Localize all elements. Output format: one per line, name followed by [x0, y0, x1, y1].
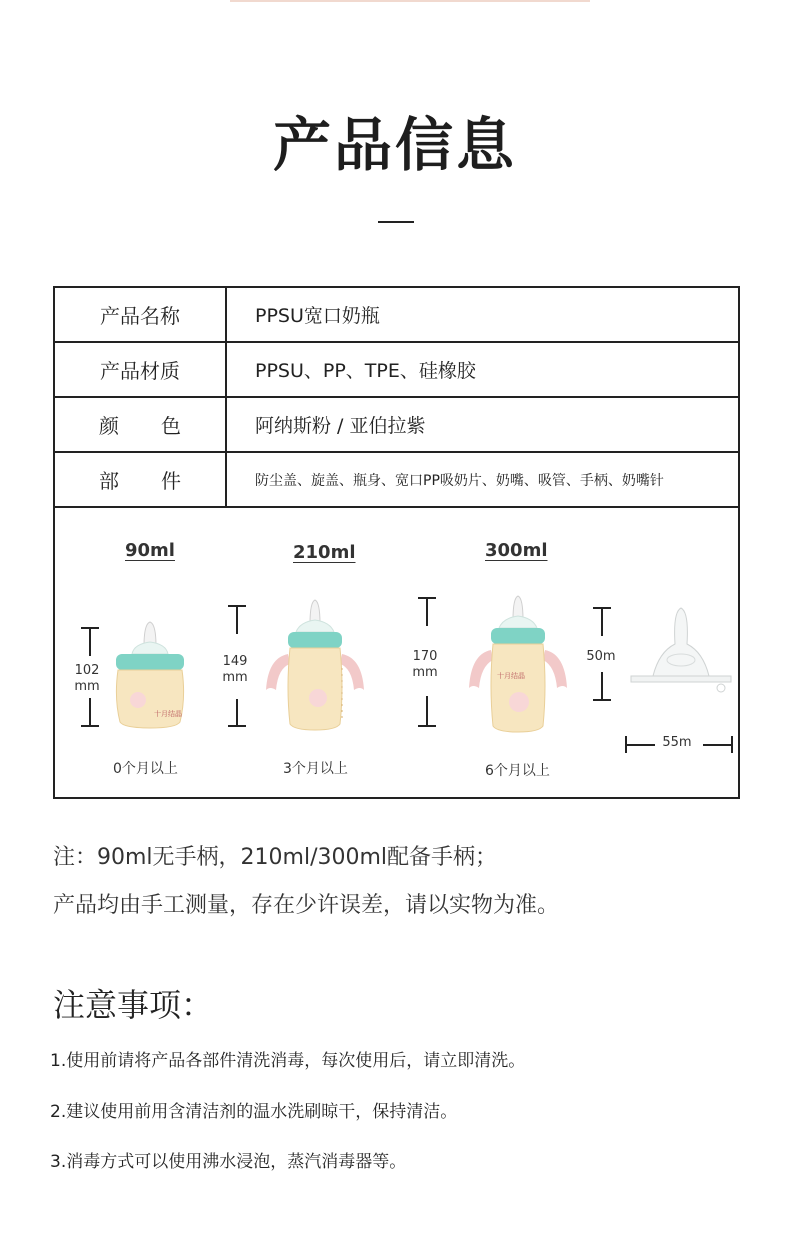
- spec-label-cell: [55, 453, 227, 506]
- spec-value: 防尘盖、旋盖、瓶身、宽口PP吸奶片、奶嘴、吸管、手柄、奶嘴针: [255, 472, 664, 489]
- precaution-item: 1.使用前请将产品各部件清洗消毒，每次使用后，请立即清洗。: [50, 1051, 526, 1071]
- spec-value: PPSU、PP、TPE、硅橡胶: [255, 360, 476, 382]
- title-divider: [378, 221, 414, 223]
- spec-label: 颜色: [99, 414, 223, 438]
- capacity-label: 300ml: [485, 540, 548, 561]
- spec-row-color: [55, 398, 738, 453]
- spec-label: 产品材质: [55, 343, 227, 396]
- spec-row-parts: [55, 453, 738, 508]
- nipple-width: 55m: [662, 735, 692, 750]
- spec-value: 阿纳斯粉 / 亚伯拉紫: [255, 415, 426, 437]
- bottle-size-figure: [55, 508, 738, 799]
- note-line: 产品均由手工测量，存在少许误差，请以实物为准。: [53, 893, 560, 918]
- height-unit: mm: [222, 670, 248, 685]
- height-bar: [587, 606, 617, 706]
- bottle-210ml-image: [260, 598, 370, 733]
- precaution-item: 3.消毒方式可以使用沸水浸泡，蒸汽消毒器等。: [50, 1152, 407, 1172]
- age-label: 6个月以上: [485, 763, 550, 779]
- capacity-label: 90ml: [125, 540, 175, 561]
- precaution-item: 2.建议使用前用含清洁剂的温水洗刷晾干，保持清洁。: [50, 1102, 458, 1122]
- spec-table: [53, 286, 740, 799]
- note-line: 注：90ml无手柄，210ml/300ml配备手柄；: [53, 845, 498, 870]
- height-bar: [412, 596, 442, 732]
- spec-row-material: [55, 343, 738, 398]
- height-value: 102: [74, 663, 100, 678]
- spec-value: PPSU宽口奶瓶: [255, 305, 380, 327]
- nipple-height: 50m: [586, 649, 616, 664]
- capacity-label: 210ml: [293, 542, 356, 563]
- height-bar: [75, 626, 105, 736]
- height-value: 149: [222, 654, 248, 669]
- height-value: 170: [412, 649, 438, 664]
- height-unit: mm: [412, 665, 438, 680]
- bottle-brand: 十月结晶: [497, 672, 525, 680]
- age-label: 3个月以上: [283, 761, 348, 777]
- age-label: 0个月以上: [113, 761, 178, 777]
- height-unit: mm: [74, 679, 100, 694]
- spec-label-cell: [55, 398, 227, 451]
- top-accent-line: [230, 0, 590, 2]
- height-bar: [222, 604, 252, 734]
- nipple-image: [623, 604, 739, 694]
- spec-row-name: [55, 288, 738, 343]
- spec-label: 产品名称: [55, 288, 227, 341]
- bottle-90ml-image: [110, 618, 190, 733]
- spec-label: 部件: [99, 469, 223, 493]
- precautions-title: 注意事项：: [53, 986, 214, 1024]
- page-title: 产品信息: [272, 111, 517, 179]
- bottle-300ml-image: [463, 594, 573, 734]
- width-bar: [623, 733, 735, 757]
- bottle-brand: 十月结晶: [154, 710, 182, 718]
